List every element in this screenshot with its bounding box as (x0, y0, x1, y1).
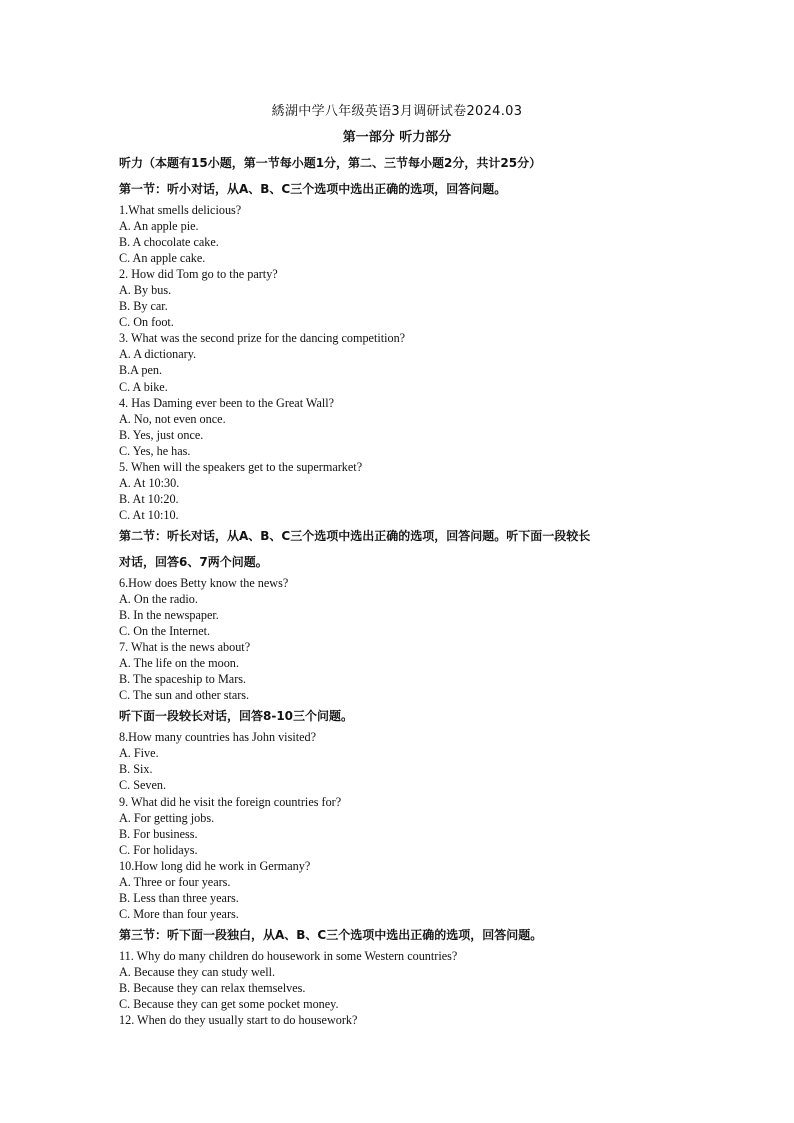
question-line: B. For business. (119, 826, 198, 841)
question-line: C. On the Internet. (119, 624, 211, 639)
question-line: 7. What is the news about? (119, 640, 251, 655)
section-heading: 第三节：听下面一段独白，从A、B、C三个选项中选出正确的选项，回答问题。 (119, 927, 543, 942)
section-heading: 听力（本题有15小题，第一节每小题1分，第二、三节每小题2分，共计25分） (119, 156, 542, 170)
section-heading: 第一节：听小对话，从A、B、C三个选项中选出正确的选项，回答问题。 (119, 182, 507, 196)
question-line: B. Yes, just once. (119, 427, 204, 442)
question-line: B. In the newspaper. (119, 608, 219, 623)
question-line: B. The spaceship to Mars. (119, 672, 247, 687)
question-line: B. At 10:20. (119, 491, 179, 506)
question-line: 1.What smells delicious? (119, 203, 242, 217)
question-line: A. No, not even once. (119, 411, 226, 426)
question-line: 6.How does Betty know the news? (119, 575, 289, 590)
question-line: C. At 10:10. (119, 507, 179, 522)
question-line: C. A bike. (119, 379, 168, 394)
question-line: A. A dictionary. (119, 347, 197, 362)
question-line: B. By car. (119, 299, 168, 314)
question-line: 12. When do they usually start to do housework? (119, 1013, 358, 1028)
question-line: 4. Has Daming ever been to the Great Wall? (119, 395, 335, 410)
section-heading: 听下面一段较长对话，回答8-10三个问题。 (119, 709, 354, 724)
question-line: 5. When will the speakers get to the supermarket? (119, 459, 363, 474)
question-line: 10.How long did he work in Germany? (119, 858, 311, 873)
question-line: B. A chocolate cake. (119, 235, 219, 250)
question-line: B. Six. (119, 762, 153, 777)
question-line: A. At 10:30. (119, 475, 180, 490)
question-line: 8.How many countries has John visited? (119, 730, 316, 745)
question-line: A. The life on the moon. (119, 656, 239, 671)
section-heading: 第二节：听长对话，从A、B、C三个选项中选出正确的选项，回答问题。听下面一段较长 (119, 528, 591, 543)
part-heading: 第一部分 听力部分 (342, 130, 452, 145)
question-line: A. For getting jobs. (119, 810, 215, 825)
question-line: 3. What was the second prize for the dancing competition? (119, 331, 406, 346)
page-title: 綉湖中学八年级英语3月调研试卷2024.03 (271, 104, 523, 119)
question-line: B. Less than three years. (119, 890, 239, 905)
question-line: C. Seven. (119, 778, 167, 793)
question-line: B.A pen. (119, 363, 162, 378)
question-line: C. Because they can get some pocket money. (119, 997, 339, 1012)
question-line: 9. What did he visit the foreign countries for? (119, 794, 342, 809)
question-line: C. An apple cake. (119, 251, 206, 266)
question-line: A. Because they can study well. (119, 964, 276, 979)
question-line: C. On foot. (119, 315, 174, 330)
question-line: A. Three or four years. (119, 874, 231, 889)
question-line: C. Yes, he has. (119, 443, 191, 458)
question-line: C. The sun and other stars. (119, 688, 250, 703)
question-line: 11. Why do many children do housework in some Western countries? (119, 948, 458, 963)
question-line: C. More than four years. (119, 906, 239, 921)
question-line: C. For holidays. (119, 842, 198, 857)
question-line: A. On the radio. (119, 591, 198, 606)
question-line: A. Five. (119, 746, 159, 761)
question-line: B. Because they can relax themselves. (119, 980, 306, 995)
question-line: A. By bus. (119, 283, 172, 298)
question-list (119, 150, 719, 1028)
question-line: A. An apple pie. (119, 219, 199, 234)
question-line: 2. How did Tom go to the party? (119, 267, 278, 282)
section-heading: 对话，回答6、7两个问题。 (119, 554, 268, 569)
